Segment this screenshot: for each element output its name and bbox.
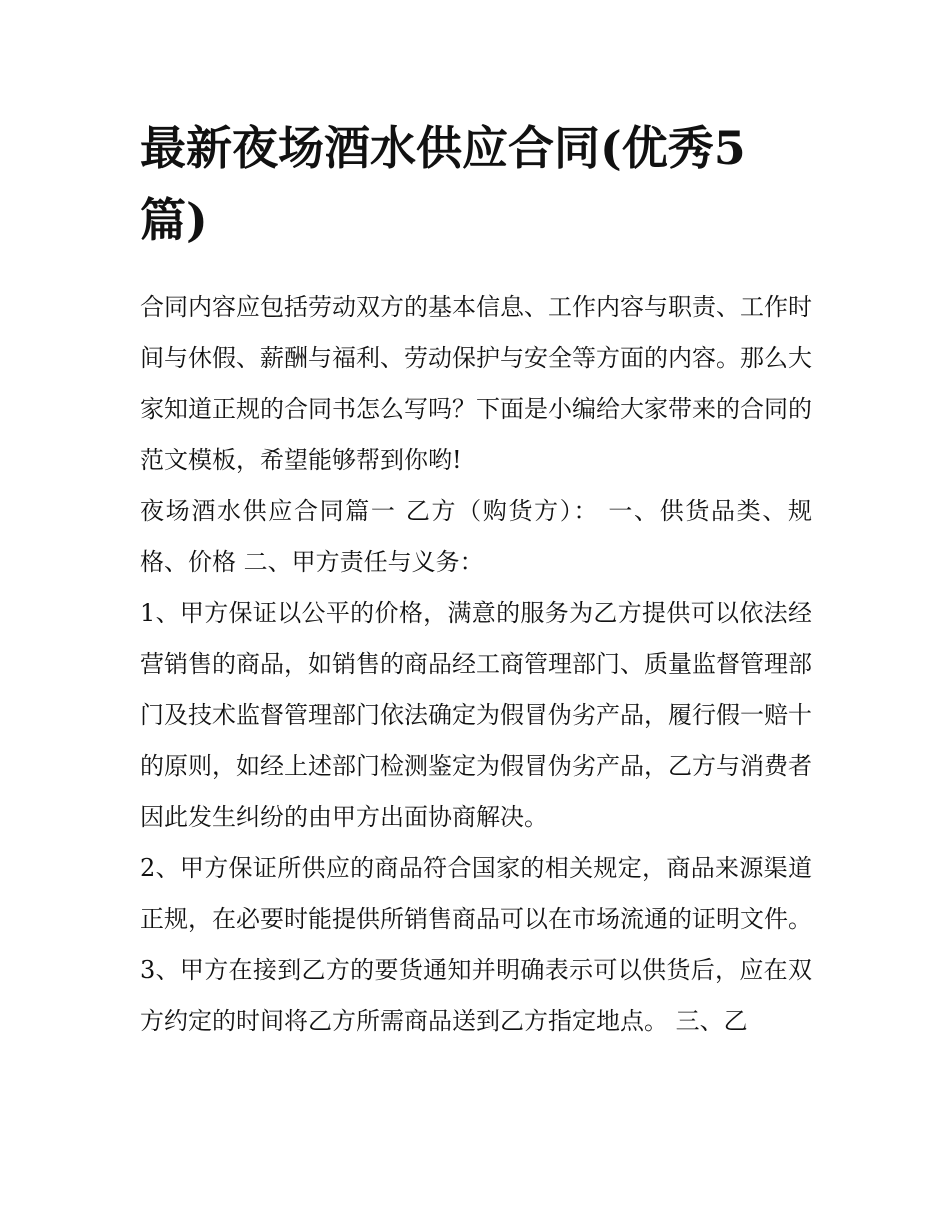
document-title: 最新夜场酒水供应合同(优秀5篇) xyxy=(140,121,746,247)
intro-paragraph: 合同内容应包括劳动双方的基本信息、工作内容与职责、工作时间与休假、薪酬与福利、劳动保护与安全等方面的内容。那么大家知道正规的合同书怎么写吗？下面是小编给大家带来的合同的范文模板，希望能够帮到你哟! xyxy=(140,293,812,474)
clause-2-paragraph: 2、甲方保证所供应的商品符合国家的相关规定，商品来源渠道正规，在必要时能提供所销售商品可以在市场流通的证明文件。 xyxy=(140,854,812,933)
document-page xyxy=(140,112,812,1047)
section-heading-paragraph: 夜场酒水供应合同篇一 乙方（购货方）： 一、供货品类、规格、价格 二、甲方责任与义务： xyxy=(140,497,812,576)
clause-1-paragraph: 1、甲方保证以公平的价格，满意的服务为乙方提供可以依法经营销售的商品，如销售的商品经工商管理部门、质量监督管理部门及技术监督管理部门依法确定为假冒伪劣产品，履行假一赔十的原则，如经上述部门检测鉴定为假冒伪劣产品，乙方与消费者因此发生纠纷的由甲方出面协商解决。 xyxy=(140,599,812,831)
clause-3-paragraph: 3、甲方在接到乙方的要货通知并明确表示可以供货后，应在双方约定的时间将乙方所需商品送到乙方指定地点。 三、乙 xyxy=(140,956,812,1035)
